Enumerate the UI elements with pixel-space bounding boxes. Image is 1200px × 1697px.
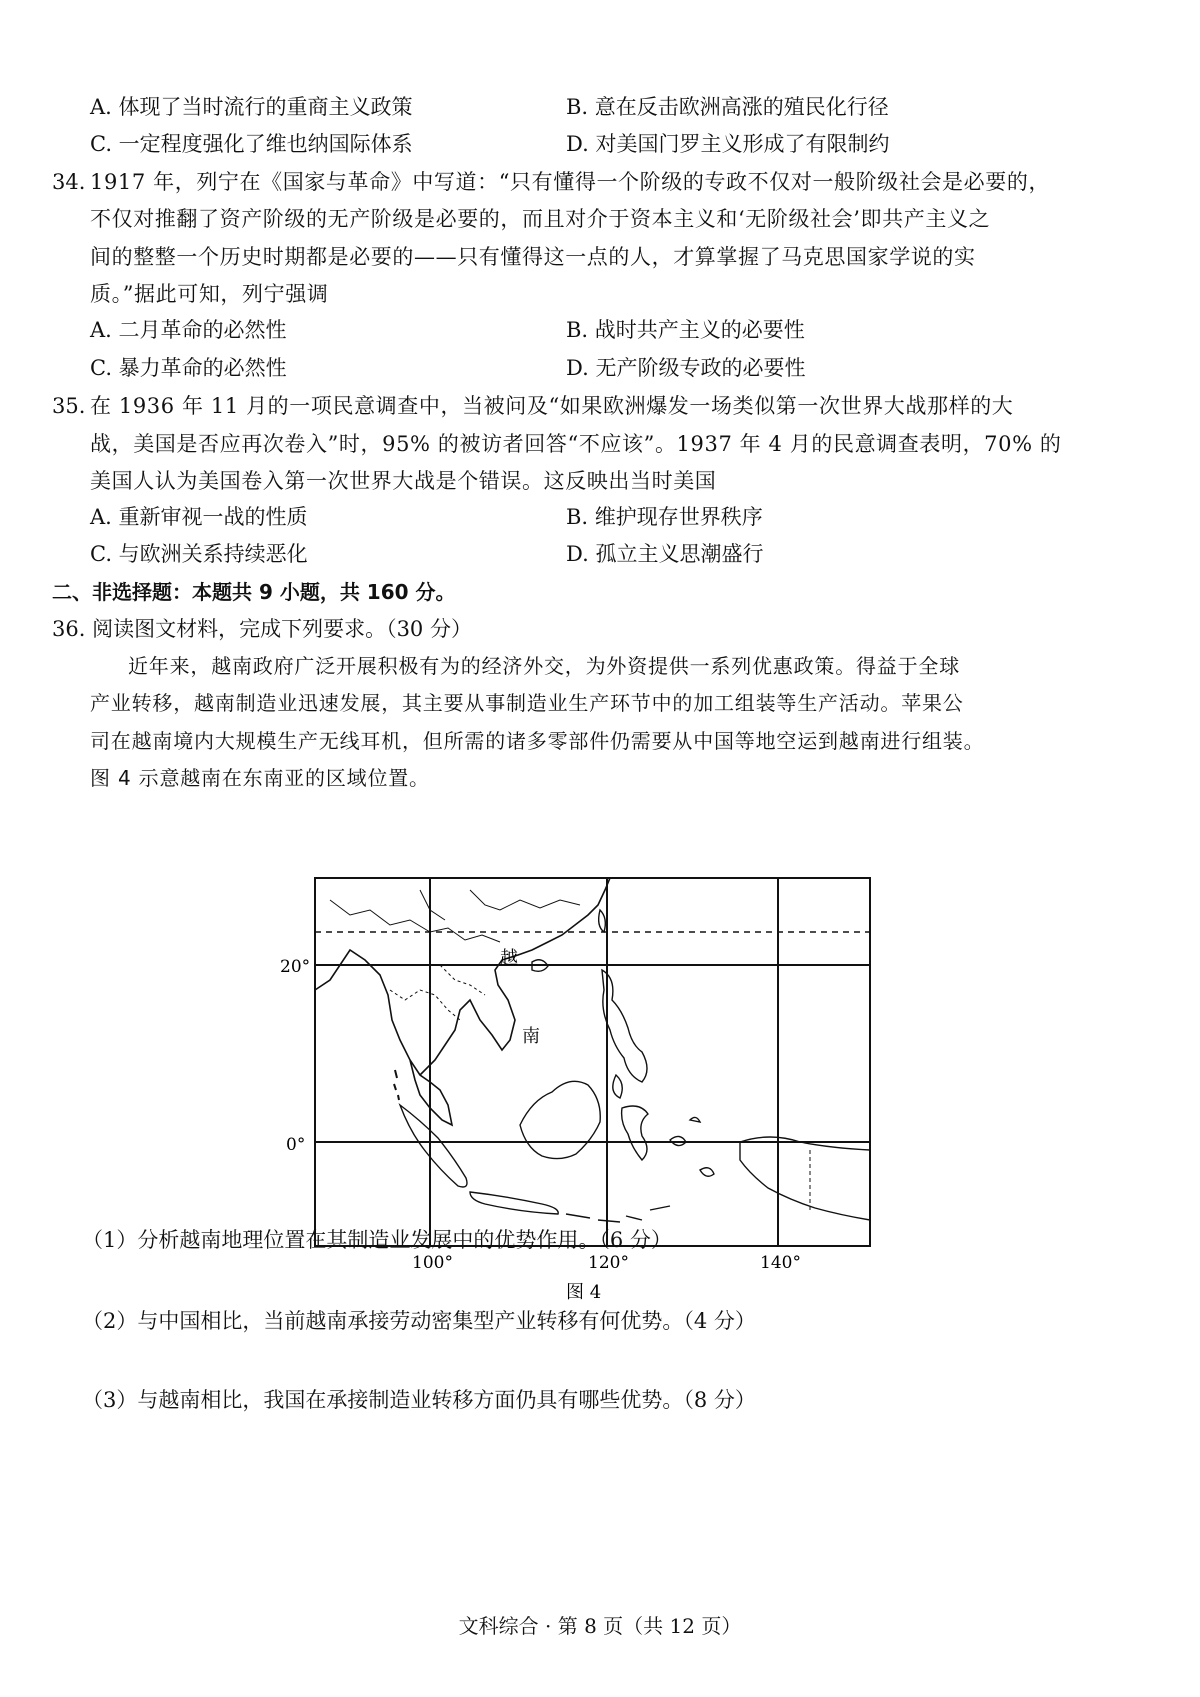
borneo <box>520 1081 600 1158</box>
q33-option-a: A. 体现了当时流行的重商主义政策 <box>90 95 413 119</box>
lon-label-120: 120° <box>588 1253 629 1273</box>
q35-option-d: D. 孤立主义思潮盛行 <box>566 542 764 566</box>
q34-line-4: 质。”据此可知，列宁强调 <box>90 282 329 306</box>
maluku-islands <box>670 1117 714 1176</box>
lon-label-140: 140° <box>760 1253 801 1273</box>
q34-option-d: D. 无产阶级专政的必要性 <box>566 356 806 380</box>
philippines <box>602 970 647 1098</box>
q34-line-1: 1917 年，列宁在《国家与革命》中写道：“只有懂得一个阶级的专政不仅对一般阶级社会是必要的， <box>90 170 1051 194</box>
map-label-nan: 南 <box>522 1026 540 1047</box>
new-guinea <box>740 1137 870 1220</box>
map-caption: 图 4 <box>566 1282 602 1303</box>
q35-number: 35. <box>52 394 86 418</box>
q36-material-line-1: 近年来，越南政府广泛开展积极有为的经济外交，为外资提供一系列优惠政策。得益于全球 <box>128 654 960 678</box>
inland-rivers <box>330 890 580 942</box>
q35-option-b: B. 维护现存世界秩序 <box>566 505 763 529</box>
andaman-islands <box>394 1070 399 1100</box>
q36-material-line-2: 产业转移，越南制造业迅速发展，其主要从事制造业生产环节中的加工组装等生产活动。苹果公 <box>90 691 964 715</box>
lat-label-20: 20° <box>280 957 311 977</box>
q35-line-1: 在 1936 年 11 月的一项民意调查中，当被问及“如果欧洲爆发一场类似第一次世界大战那样的大 <box>90 394 1014 418</box>
q33-option-d: D. 对美国门罗主义形成了有限制约 <box>566 132 890 156</box>
q36-material-line-4: 图 4 示意越南在东南亚的区域位置。 <box>90 766 430 790</box>
q34-number: 34. <box>52 170 86 194</box>
q36-sub-question-2: （2）与中国相比，当前越南承接劳动密集型产业转移有何优势。（4 分） <box>82 1309 756 1333</box>
inland-borders <box>390 965 485 1020</box>
lon-label-100: 100° <box>412 1253 453 1273</box>
map-label-yue: 越 <box>500 948 518 969</box>
q36-sub-question-3: （3）与越南相比，我国在承接制造业转移方面仍具有哪些优势。（8 分） <box>82 1388 756 1412</box>
q34-line-2: 不仅对推翻了资产阶级的无产阶级是必要的，而且对介于资本主义和‘无阶级社会’即共产主义之 <box>90 207 991 231</box>
section-heading: 二、非选择题：本题共 9 小题，共 160 分。 <box>52 580 456 604</box>
q34-option-a: A. 二月革命的必然性 <box>90 318 287 342</box>
sulawesi <box>622 1106 648 1160</box>
lesser-sunda-islands <box>566 1206 670 1222</box>
page-footer: 文科综合 · 第 8 页（共 12 页） <box>458 1614 742 1638</box>
q35-line-2: 战，美国是否应再次卷入”时，95% 的被访者回答“不应该”。1937 年 4 月的民意调查表明，70% 的 <box>90 432 1062 456</box>
q35-line-3: 美国人认为美国卷入第一次世界大战是个错误。这反映出当时美国 <box>90 469 717 493</box>
q35-option-c: C. 与欧洲关系持续恶化 <box>90 542 308 566</box>
map-frame <box>315 878 870 1246</box>
q33-option-b: B. 意在反击欧洲高涨的殖民化行径 <box>566 95 889 119</box>
java <box>470 1192 558 1214</box>
q36-sub-question-1: （1）分析越南地理位置在其制造业发展中的优势作用。（6 分） <box>82 1228 672 1252</box>
q36-stem: 36. 阅读图文材料，完成下列要求。（30 分） <box>52 617 472 641</box>
q36-material-line-3: 司在越南境内大规模生产无线耳机，但所需的诸多零部件仍需要从中国等地空运到越南进行组装。 <box>90 729 985 753</box>
mainland-coastline <box>315 878 610 1125</box>
taiwan-island <box>599 910 606 932</box>
lat-label-0: 0° <box>286 1135 306 1155</box>
q34-option-b: B. 战时共产主义的必要性 <box>566 318 805 342</box>
sumatra <box>400 1105 467 1187</box>
q34-line-3: 间的整整一个历史时期都是必要的——只有懂得这一点的人，才算掌握了马克思国家学说的实 <box>90 245 976 269</box>
q33-option-c: C. 一定程度强化了维也纳国际体系 <box>90 132 413 156</box>
q34-option-c: C. 暴力革命的必然性 <box>90 356 287 380</box>
q35-option-a: A. 重新审视一战的性质 <box>90 505 308 529</box>
